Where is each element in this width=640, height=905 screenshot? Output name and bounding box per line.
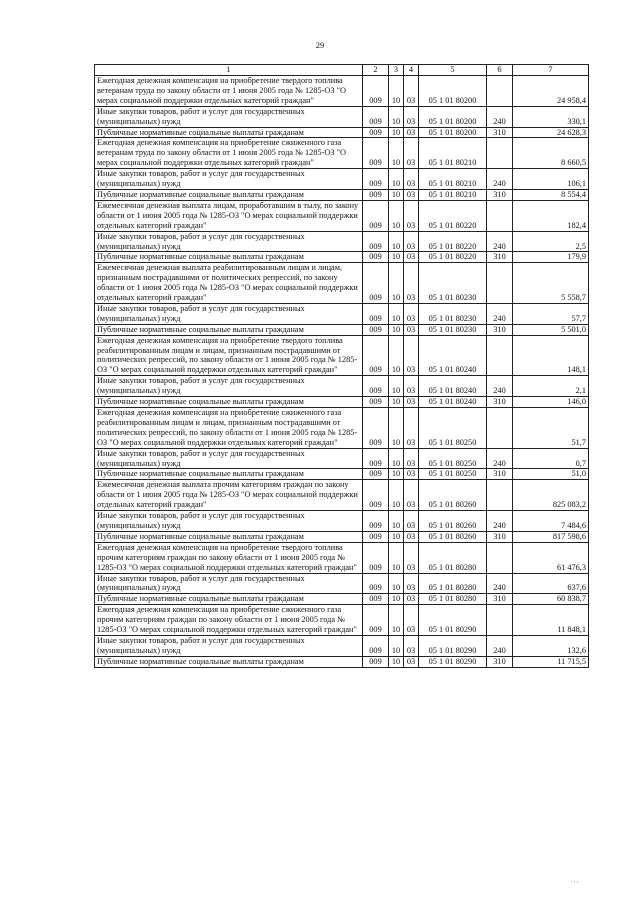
cell-ministry: 009 [363,594,389,605]
cell-name: Публичные нормативные социальные выплаты гражданам [95,397,363,408]
cell-ministry: 009 [363,511,389,532]
cell-section: 10 [389,106,404,127]
cell-ministry: 009 [363,263,389,304]
cell-subsection: 03 [404,252,419,263]
table-row [95,656,589,667]
cell-amount: 57,7 [513,303,589,324]
cell-name: Ежемесячная денежная выплата прочим категориям граждан по закону области от 1 июня 2005 года № 1285-ОЗ "О мерах социальной поддержки отдельных категорий граждан" [95,480,363,511]
table-row [95,573,589,594]
cell-name: Иные закупки товаров, работ и услуг для государственных (муниципальных) нужд [95,303,363,324]
cell-subsection: 03 [404,408,419,449]
cell-amount: 2,5 [513,231,589,252]
cell-name: Публичные нормативные социальные выплаты гражданам [95,189,363,200]
cell-expense-type: 310 [487,656,513,667]
cell-section: 10 [389,605,404,636]
cell-target-article: 05 1 01 80240 [419,376,487,397]
cell-subsection: 03 [404,480,419,511]
table-body [95,76,589,668]
cell-section: 10 [389,656,404,667]
cell-amount: 5 501,0 [513,324,589,335]
header-row [95,65,589,76]
cell-name: Иные закупки товаров, работ и услуг для государственных (муниципальных) нужд [95,231,363,252]
cell-ministry: 009 [363,252,389,263]
cell-name: Иные закупки товаров, работ и услуг для государственных (муниципальных) нужд [95,448,363,469]
cell-section: 10 [389,448,404,469]
cell-expense-type: 240 [487,448,513,469]
cell-section: 10 [389,469,404,480]
cell-subsection: 03 [404,138,419,169]
cell-target-article: 05 1 01 80210 [419,138,487,169]
cell-target-article: 05 1 01 80250 [419,469,487,480]
cell-amount: 637,6 [513,573,589,594]
cell-section: 10 [389,397,404,408]
cell-amount: 24 958,4 [513,76,589,107]
cell-ministry: 009 [363,448,389,469]
cell-expense-type: 240 [487,573,513,594]
cell-expense-type: 240 [487,376,513,397]
cell-expense-type: 240 [487,635,513,656]
table-row [95,605,589,636]
cell-target-article: 05 1 01 80250 [419,448,487,469]
table-row [95,376,589,397]
cell-section: 10 [389,511,404,532]
cell-expense-type: 240 [487,169,513,190]
cell-expense-type: 310 [487,531,513,542]
cell-ministry: 009 [363,76,389,107]
cell-amount: 132,6 [513,635,589,656]
cell-name: Ежегодная денежная компенсация на приобретение твердого топлива реабилитированным лицам и лицам, признанным пострадавшими от политических репрессий, по закону области от 1 июня 2005 года № 1285-ОЗ "О мерах социальной поддержки отдельных категорий граждан" [95,335,363,376]
cell-expense-type [487,542,513,573]
cell-name: Ежегодная денежная компенсация на приобретение сжиженного газа реабилитированным лицам и лицам, признанным пострадавшими от политических репрессий, по закону области от 1 июня 2005 года № 1285-ОЗ "О мерах социальной поддержки отдельных категорий граждан" [95,408,363,449]
cell-subsection: 03 [404,511,419,532]
cell-ministry: 009 [363,231,389,252]
cell-amount: 8 660,5 [513,138,589,169]
cell-amount: 61 476,3 [513,542,589,573]
cell-section: 10 [389,408,404,449]
cell-expense-type [487,263,513,304]
cell-subsection: 03 [404,542,419,573]
cell-name: Публичные нормативные социальные выплаты гражданам [95,252,363,263]
cell-section: 10 [389,169,404,190]
table-row [95,263,589,304]
cell-section: 10 [389,480,404,511]
table-row [95,542,589,573]
header-col-3: 3 [389,65,404,76]
cell-amount: 146,0 [513,397,589,408]
cell-target-article: 05 1 01 80260 [419,531,487,542]
cell-name: Ежемесячная денежная выплата реабилитированным лицам и лицам, признанным пострадавшими от политических репрессий, по закону области от 1 июня 2005 года № 1285-ОЗ "О мерах социальной поддержки отдельных категорий граждан" [95,263,363,304]
cell-ministry: 009 [363,531,389,542]
cell-subsection: 03 [404,189,419,200]
cell-subsection: 03 [404,594,419,605]
table-row [95,200,589,231]
table-row [95,335,589,376]
cell-ministry: 009 [363,189,389,200]
cell-target-article: 05 1 01 80210 [419,169,487,190]
cell-subsection: 03 [404,397,419,408]
cell-subsection: 03 [404,573,419,594]
header-col-5: 5 [419,65,487,76]
table-row [95,448,589,469]
cell-amount: 825 083,2 [513,480,589,511]
cell-section: 10 [389,127,404,138]
cell-expense-type: 310 [487,189,513,200]
cell-amount: 51,7 [513,408,589,449]
cell-subsection: 03 [404,263,419,304]
cell-name: Публичные нормативные социальные выплаты гражданам [95,127,363,138]
cell-target-article: 05 1 01 80210 [419,189,487,200]
cell-subsection: 03 [404,635,419,656]
budget-table [94,64,589,668]
cell-section: 10 [389,531,404,542]
cell-amount: 330,1 [513,106,589,127]
cell-amount: 5 558,7 [513,263,589,304]
cell-amount: 2,1 [513,376,589,397]
cell-name: Публичные нормативные социальные выплаты гражданам [95,531,363,542]
cell-expense-type: 310 [487,397,513,408]
cell-name: Иные закупки товаров, работ и услуг для государственных (муниципальных) нужд [95,106,363,127]
table-header [95,65,589,76]
cell-subsection: 03 [404,448,419,469]
cell-subsection: 03 [404,76,419,107]
cell-target-article: 05 1 01 80260 [419,480,487,511]
header-col-4: 4 [404,65,419,76]
cell-ministry: 009 [363,200,389,231]
cell-target-article: 05 1 01 80220 [419,200,487,231]
cell-expense-type [487,335,513,376]
cell-target-article: 05 1 01 80200 [419,106,487,127]
cell-subsection: 03 [404,231,419,252]
cell-section: 10 [389,200,404,231]
cell-expense-type: 310 [487,252,513,263]
cell-expense-type [487,408,513,449]
cell-subsection: 03 [404,335,419,376]
cell-section: 10 [389,335,404,376]
cell-expense-type: 240 [487,231,513,252]
cell-ministry: 009 [363,408,389,449]
cell-expense-type [487,605,513,636]
cell-name: Иные закупки товаров, работ и услуг для государственных (муниципальных) нужд [95,573,363,594]
cell-section: 10 [389,573,404,594]
cell-amount: 0,7 [513,448,589,469]
cell-ministry: 009 [363,635,389,656]
header-col-2: 2 [363,65,389,76]
table-row [95,511,589,532]
cell-target-article: 05 1 01 80280 [419,573,487,594]
cell-section: 10 [389,231,404,252]
cell-target-article: 05 1 01 80240 [419,335,487,376]
cell-ministry: 009 [363,480,389,511]
cell-expense-type: 310 [487,127,513,138]
cell-name: Иные закупки товаров, работ и услуг для государственных (муниципальных) нужд [95,635,363,656]
cell-expense-type: 310 [487,469,513,480]
cell-ministry: 009 [363,127,389,138]
cell-amount: 179,9 [513,252,589,263]
cell-subsection: 03 [404,605,419,636]
cell-amount: 817 598,6 [513,531,589,542]
cell-target-article: 05 1 01 80290 [419,656,487,667]
cell-section: 10 [389,263,404,304]
cell-target-article: 05 1 01 80220 [419,252,487,263]
cell-name: Ежегодная денежная компенсация на приобретение сжиженного газа прочим категориям граждан по закону области от 1 июня 2005 года № 1285-ОЗ "О мерах социальной поддержки отдельных категорий граждан" [95,605,363,636]
cell-ministry: 009 [363,573,389,594]
cell-expense-type: 240 [487,511,513,532]
cell-amount: 106,1 [513,169,589,190]
cell-section: 10 [389,594,404,605]
table-row [95,252,589,263]
cell-target-article: 05 1 01 80240 [419,397,487,408]
table-row [95,106,589,127]
table-row [95,231,589,252]
cell-section: 10 [389,252,404,263]
header-col-6: 6 [487,65,513,76]
cell-ministry: 009 [363,169,389,190]
cell-target-article: 05 1 01 80290 [419,635,487,656]
cell-amount: 51,0 [513,469,589,480]
cell-section: 10 [389,76,404,107]
cell-section: 10 [389,189,404,200]
table-row [95,594,589,605]
cell-amount: 182,4 [513,200,589,231]
cell-ministry: 009 [363,656,389,667]
header-col-7: 7 [513,65,589,76]
cell-target-article: 05 1 01 80230 [419,303,487,324]
cell-subsection: 03 [404,200,419,231]
table-row [95,169,589,190]
cell-name: Иные закупки товаров, работ и услуг для государственных (муниципальных) нужд [95,376,363,397]
cell-amount: 7 484,6 [513,511,589,532]
cell-amount: 8 554,4 [513,189,589,200]
cell-ministry: 009 [363,542,389,573]
cell-amount: 148,1 [513,335,589,376]
cell-name: Иные закупки товаров, работ и услуг для государственных (муниципальных) нужд [95,169,363,190]
table-row [95,408,589,449]
cell-expense-type [487,76,513,107]
table-row [95,469,589,480]
cell-target-article: 05 1 01 80280 [419,594,487,605]
cell-name: Ежегодная денежная компенсация на приобретение сжиженного газа ветеранам труда по закону области от 1 июня 2005 года № 1285-ОЗ "О мерах социальной поддержки отдельных категорий граждан" [95,138,363,169]
table-row [95,324,589,335]
cell-ministry: 009 [363,469,389,480]
table-row [95,635,589,656]
cell-subsection: 03 [404,127,419,138]
cell-amount: 60 838,7 [513,594,589,605]
cell-name: Ежегодная денежная компенсация на приобретение твердого топлива ветеранам труда по закону области от 1 июня 2005 года № 1285-ОЗ "О мерах социальной поддержки отдельных категорий граждан" [95,76,363,107]
cell-target-article: 05 1 01 80260 [419,511,487,532]
cell-ministry: 009 [363,376,389,397]
cell-ministry: 009 [363,324,389,335]
cell-name: Публичные нормативные социальные выплаты гражданам [95,324,363,335]
page-number: 29 [315,40,325,50]
cell-name: Иные закупки товаров, работ и услуг для государственных (муниципальных) нужд [95,511,363,532]
cell-subsection: 03 [404,376,419,397]
cell-expense-type [487,138,513,169]
cell-expense-type: 310 [487,594,513,605]
table-row [95,480,589,511]
table-row [95,189,589,200]
cell-target-article: 05 1 01 80290 [419,605,487,636]
cell-amount: 24 628,3 [513,127,589,138]
cell-section: 10 [389,138,404,169]
cell-expense-type [487,480,513,511]
header-col-1: 1 [95,65,363,76]
cell-expense-type [487,200,513,231]
table-row [95,531,589,542]
cell-target-article: 05 1 01 80230 [419,263,487,304]
cell-name: Публичные нормативные социальные выплаты гражданам [95,469,363,480]
cell-subsection: 03 [404,656,419,667]
table-row [95,138,589,169]
cell-amount: 11 715,5 [513,656,589,667]
cell-section: 10 [389,376,404,397]
table-row [95,397,589,408]
cell-target-article: 05 1 01 80200 [419,127,487,138]
cell-section: 10 [389,303,404,324]
cell-section: 10 [389,324,404,335]
cell-expense-type: 240 [487,106,513,127]
cell-name: Ежегодная денежная компенсация на приобретение твердого топлива прочим категориям граждан по закону области от 1 июня 2005 года № 1285-ОЗ "О мерах социальной поддержки отдельных категорий граждан" [95,542,363,573]
scan-mark: ′ ′ ′ [571,881,578,887]
cell-subsection: 03 [404,531,419,542]
cell-ministry: 009 [363,605,389,636]
cell-subsection: 03 [404,106,419,127]
cell-ministry: 009 [363,397,389,408]
cell-ministry: 009 [363,106,389,127]
cell-subsection: 03 [404,169,419,190]
cell-name: Ежемесячная денежная выплата лицам, проработавшим в тылу, по закону области от 1 июня 2005 года № 1285-ОЗ "О мерах социальной поддержки отдельных категорий граждан" [95,200,363,231]
cell-section: 10 [389,542,404,573]
cell-ministry: 009 [363,335,389,376]
cell-subsection: 03 [404,469,419,480]
cell-subsection: 03 [404,303,419,324]
table-row [95,76,589,107]
cell-section: 10 [389,635,404,656]
cell-subsection: 03 [404,324,419,335]
cell-amount: 11 848,1 [513,605,589,636]
cell-ministry: 009 [363,303,389,324]
cell-name: Публичные нормативные социальные выплаты гражданам [95,594,363,605]
cell-name: Публичные нормативные социальные выплаты гражданам [95,656,363,667]
cell-target-article: 05 1 01 80200 [419,76,487,107]
cell-expense-type: 240 [487,303,513,324]
cell-ministry: 009 [363,138,389,169]
cell-target-article: 05 1 01 80220 [419,231,487,252]
cell-target-article: 05 1 01 80280 [419,542,487,573]
cell-expense-type: 310 [487,324,513,335]
table-row [95,127,589,138]
table-row [95,303,589,324]
cell-target-article: 05 1 01 80250 [419,408,487,449]
cell-target-article: 05 1 01 80230 [419,324,487,335]
